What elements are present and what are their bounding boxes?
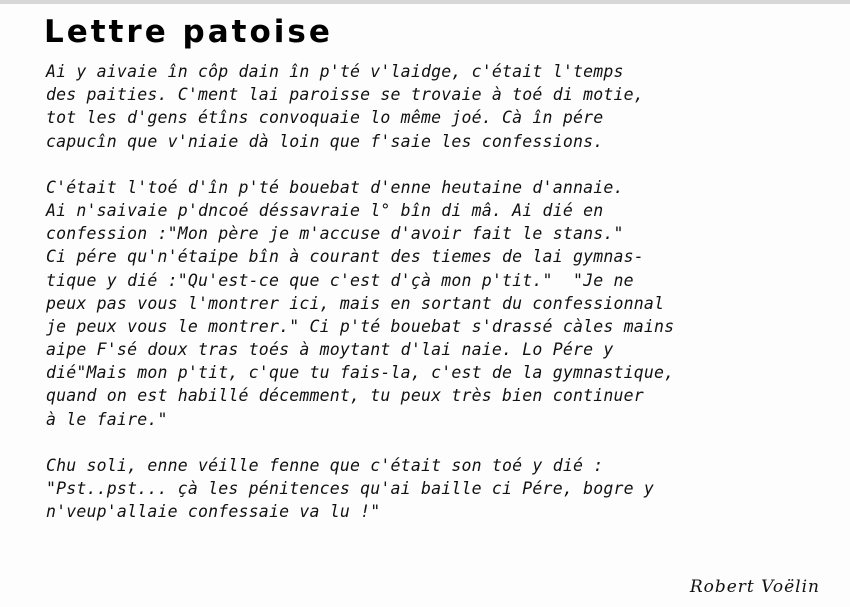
text-line: Ai n'saivaie p'dncoé déssavraie l° bîn di mâ. Ai dié en xyxy=(46,200,604,220)
text-line: confession :"Mon père je m'accuse d'avoir fait le stans." xyxy=(46,224,624,244)
paragraph xyxy=(46,454,836,524)
text-line: capucîn que v'niaie dà loin que f'saie les confessions. xyxy=(46,131,604,151)
text-line: Ai y aivaie în côp dain în p'té v'laidge, c'était l'temps xyxy=(46,62,624,81)
text-line: Ci pére qu'n'étaipe bîn à courant des tiemes de lai gymnas- xyxy=(46,247,644,267)
text-line: tique y dié :"Qu'est-ce que c'est d'çà mon p'tit." "Je ne xyxy=(46,270,634,290)
text-line: aipe F'sé doux tras toés à moytant d'lai naie. Lo Pére y xyxy=(46,340,614,360)
top-border xyxy=(0,0,850,4)
text-line: Chu soli, enne véille fenne que c'était son toé y dié : xyxy=(46,455,604,475)
text-line: "Pst..pst... çà les pénitences qu'ai baille ci Pére, bogre y xyxy=(46,479,655,498)
text-line: C'était l'toé d'în p'té bouebat d'enne heutaine d'annaie. xyxy=(46,177,624,197)
text-line: je peux vous le montrer." Ci p'té bouebat s'drassé càles mains xyxy=(46,316,675,336)
text-line: dié"Mais mon p'tit, c'que tu fais-la, c'est de la gymnastique, xyxy=(46,363,675,383)
text-line: tot les d'gens étîns convoquaie lo même joé. Cà în pére xyxy=(46,108,604,128)
page-title: Lettre patoise xyxy=(44,14,333,50)
text-line: quand on est habillé décemment, tu peux très bien continuer xyxy=(46,386,644,406)
author-signature: Robert Voëlin xyxy=(689,577,820,597)
text-line: à le faire." xyxy=(46,409,168,429)
text-line: des paities. C'ment lai paroisse se trovaie à toé di motie, xyxy=(46,85,644,105)
paragraph xyxy=(46,60,836,153)
paragraph xyxy=(46,176,836,431)
letter-body xyxy=(46,60,836,546)
text-line: n'veup'allaie confessaie va lu !" xyxy=(46,502,381,522)
text-line: peux pas vous l'montrer ici, mais en sortant du confessionnal xyxy=(46,293,665,313)
